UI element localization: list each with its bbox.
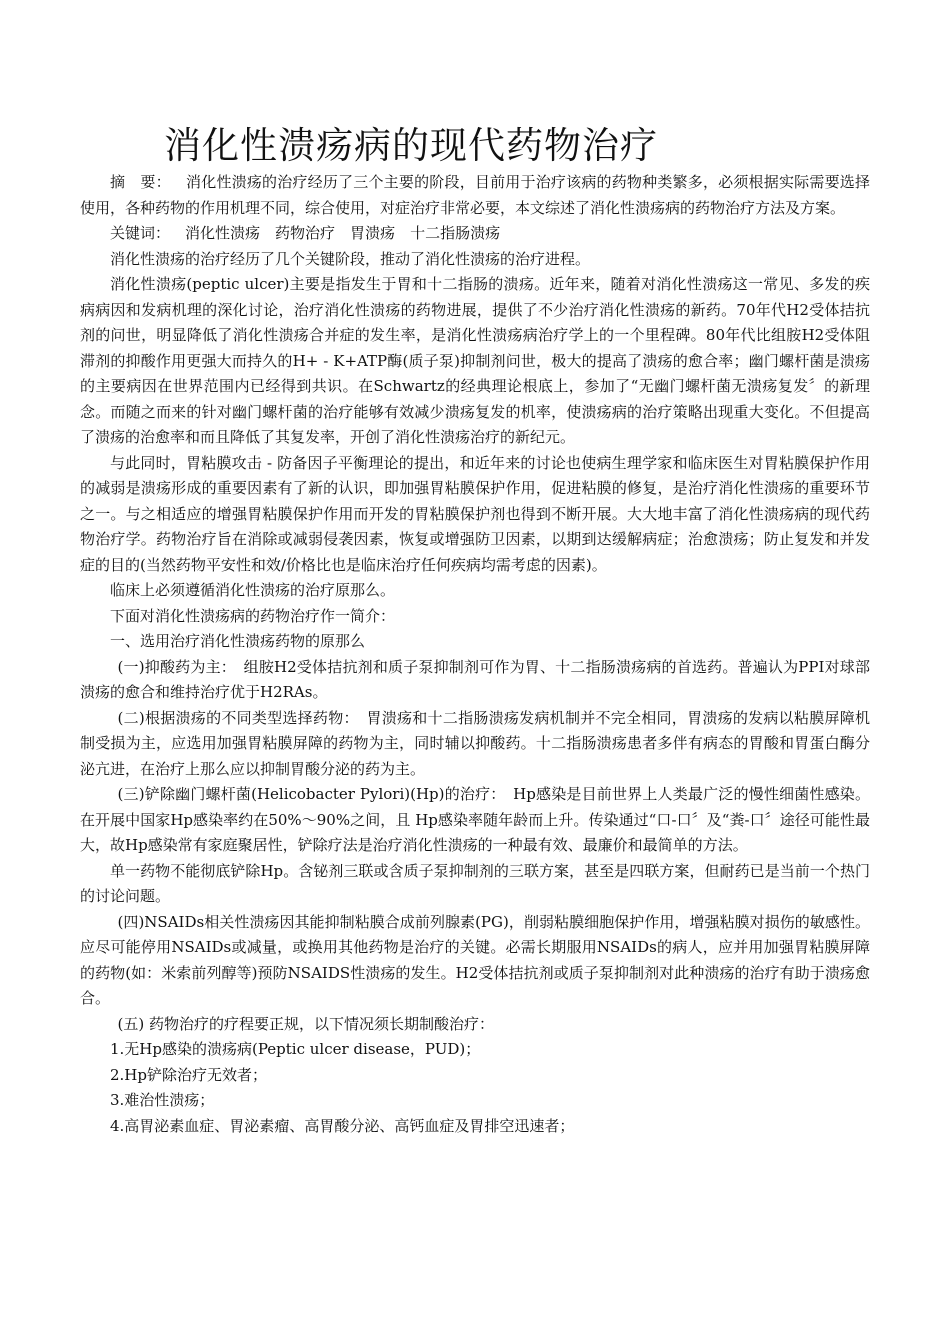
list-item: 4.高胃泌素血症、胃泌素瘤、高胃酸分泌、高钙血症及胃排空迅速者； (110, 1116, 575, 1135)
body-paragraph: 单一药物不能彻底铲除Hp。含铋剂三联或含质子泵抑制剂的三联方案，甚至是四联方案，但耐药已是当前一个热门的讨论问题。 (80, 861, 870, 905)
body-paragraph: 消化性溃疡的治疗经历了几个关键阶段，推动了消化性溃疡的治疗进程。 (110, 249, 591, 268)
abstract-label: 摘 要： (110, 173, 171, 191)
body-paragraph: (四)NSAIDs相关性溃疡因其能抑制粘膜合成前列腺素(PG)，削弱粘膜细胞保护作用，增强粘膜对损伤的敏感性。应尽可能停用NSAIDs或减量，或换用其他药物是治疗的关键。必需长期服用NSAIDs的病人，应并用加强胃粘膜屏障的药物(如：米索前列醇等)预防NSAIDS性溃疡的发生。H2受体拮抗剂或质子泵抑制剂对此种溃疡的治疗有助于溃疡愈合。 (80, 912, 870, 1007)
keywords-label: 关键词： (110, 224, 171, 242)
list-item: 2.Hp铲除治疗无效者； (110, 1065, 267, 1084)
list-item: 3.难治性溃疡； (110, 1091, 215, 1109)
keyword-item: 胃溃疡 (350, 224, 396, 242)
body-paragraph: 临床上必须遵循消化性溃疡的治疗原那么。 (110, 581, 396, 599)
body-paragraph: 消化性溃疡(peptic ulcer)主要是指发生于胃和十二指肠的溃疡。近年来，随着对消化性溃疡这一常见、多发的疾病病因和发病机理的深化讨论，治疗消化性溃疡的药物进展，提供了不少治疗消化性溃疡的新药。70年代H2受体拮抗剂的问世，明显降低了消化性溃疡合并症的发生率，是消化性溃疡病治疗学上的一个里程碑。80年代比组胺H2受体阻滞剂的抑酸作用更强大而持久的H+ - K+ATP酶(质子泵)抑制剂问世，极大的提高了溃疡的愈合率；幽门螺杆菌是溃疡的主要病因在世界范围内已经得到共识。在Schwartz的经典理论根底上，参加了“无幽门螺杆菌无溃疡复发〞的新理念。而随之而来的针对幽门螺杆菌的治疗能够有效减少溃疡复发的机率，使溃疡病的治疗策略出现重大变化。不但提高了溃疡的治愈率和而且降低了其复发率，开创了消化性溃疡治疗的新纪元。 (80, 275, 870, 446)
body-paragraph: (三)铲除幽门螺杆菌(Helicobacter Pylori)(Hp)的治疗： Hp感染是目前世界上人类最广泛的慢性细菌性感染。在开展中国家Hp感染率约在50%～90%之间，且 Hp感染率随年龄而上升。传染通过“口-口〞及“粪-口〞途径可能性最大，故Hp感染常有家庭聚居性，铲除疗法是治疗消化性溃疡的一种最有效、最廉价和最简单的方法。 (80, 785, 870, 854)
section-heading: 一、选用治疗消化性溃疡药物的原那么 (110, 632, 366, 650)
list-item: 1.无Hp感染的溃疡病(Peptic ulcer disease，PUD)； (110, 1040, 481, 1058)
body-paragraph: (二)根据溃疡的不同类型选择药物： 胃溃疡和十二指肠溃疡发病机制并不完全相同，胃溃疡的发病以粘膜屏障机制受损为主，应选用加强胃粘膜屏障的药物为主，同时辅以抑酸药。十二指肠溃疡患者多伴有病态的胃酸和胃蛋白酶分泌亢进，在治疗上那么应以抑制胃酸分泌的药为主。 (80, 708, 870, 778)
body-paragraph: 与此同时，胃粘膜攻击 - 防备因子平衡理论的提出，和近年来的讨论也使病生理学家和临床医生对胃粘膜保护作用的减弱是溃疡形成的重要因素有了新的认识，即加强胃粘膜保护作用，促进粘膜的修复，是治疗消化性溃疡的重要环节之一。与之相适应的增强胃粘膜保护作用而开发的胃粘膜保护剂也得到不断开展。大大地丰富了消化性溃疡病的现代药物治疗学。药物治疗旨在消除或减弱侵袭因素，恢复或增强防卫因素，以期到达缓解病症；治愈溃疡；防止复发和并发症的目的(当然药物平安性和效/价格比也是临床治疗任何疾病均需考虑的因素)。 (80, 453, 870, 574)
body-paragraph: (五) 药物治疗的疗程要正规，以下情况须长期制酸治疗： (117, 1014, 494, 1033)
keywords-paragraph (80, 221, 870, 247)
keyword-item: 药物治疗 (275, 224, 336, 242)
abstract-paragraph (80, 170, 870, 221)
abstract-text: 消化性溃疡的治疗经历了三个主要的阶段，目前用于治疗该病的药物种类繁多，必须根据实际需要选择使用，各种药物的作用机理不同，综合使用，对症治疗非常必要，本文综述了消化性溃疡病的药物治疗方法及方案。 (80, 173, 870, 217)
body-paragraph: (一)抑酸药为主： 组胺H2受体拮抗剂和质子泵抑制剂可作为胃、十二指肠溃疡病的首选药。普遍认为PPI对球部溃疡的愈合和维持治疗优于H2RAs。 (80, 657, 870, 701)
body-paragraph: 下面对消化性溃疡病的药物治疗作一简介： (110, 606, 396, 625)
keyword-item: 消化性溃疡 (185, 224, 261, 242)
keyword-item: 十二指肠溃疡 (410, 224, 501, 242)
document-title: 消化性溃疡病的现代药物治疗 (164, 124, 658, 167)
